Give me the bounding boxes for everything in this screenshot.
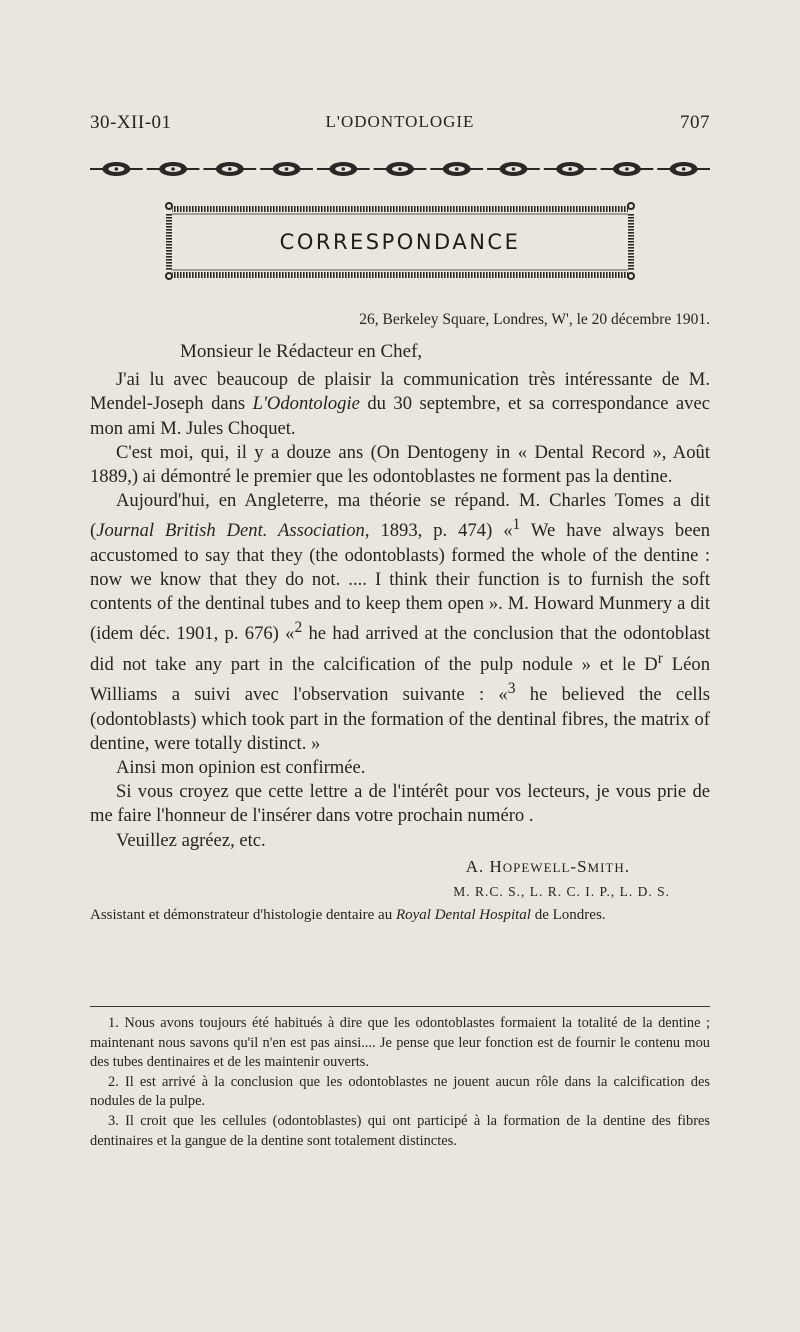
ornament-motif bbox=[260, 162, 313, 176]
footnote-divider bbox=[90, 1006, 710, 1007]
signature-role bbox=[90, 904, 710, 926]
signature-degrees: M. R.C. S., L. R. C. I. P., L. D. S. bbox=[453, 884, 670, 900]
footnote-ref: 2 bbox=[294, 619, 303, 637]
footnote-1: 1. Nous avons toujours été habitués à dire que les odontoblastes formaient la totalité de la dentine ; maintenant nous savons qu'il n'en est pas ainsi.... Je pense que leur fonction est de fournir le contenu mou des tubes dentinaires et de les maintenir ouverts. bbox=[90, 1015, 710, 1071]
ornament-motif bbox=[487, 162, 540, 176]
paragraph-3-text: We have always been accustomed to say that they (the odontoblasts) formed the whole of the dentine : now we know that they do not. .... I think their function is to furnish the soft contents of the dentinal tubes and to keep them open ». M. Howard Munmery a dit (idem déc. 1901, p. 676) « bbox=[90, 520, 711, 645]
role-text: de Londres. bbox=[530, 907, 606, 924]
running-head-journal: L'ODONTOLOGIE bbox=[325, 112, 475, 131]
signature-part: -S bbox=[570, 856, 588, 876]
footnote-ref: 3 bbox=[507, 680, 516, 698]
paragraph-5: Si vous croyez que cette lettre a de l'intérêt pour vos lecteurs, je vous prie de me faire l'honneur de l'insérer dans votre prochain numéro . bbox=[90, 781, 710, 827]
ornament-motif bbox=[147, 162, 200, 176]
journal-title: L'Odontologie bbox=[252, 393, 360, 415]
signature-part: . bbox=[624, 856, 630, 876]
ornament-motif bbox=[90, 162, 143, 176]
running-head-date: 30-XII-01 bbox=[90, 112, 172, 133]
ornament-motif bbox=[317, 162, 370, 176]
dateline: 26, Berkeley Square, Londres, W', le 20 décembre 1901. bbox=[359, 311, 710, 328]
footnote-2: 2. Il est arrivé à la conclusion que les odontoblastes ne jouent aucun rôle dans la calcification des nodules de la pulpe. bbox=[90, 1073, 710, 1110]
section-title: CORRESPONDANCE bbox=[279, 230, 521, 254]
paragraph-3-text: he had arrived at the conclusion that the odontoblast did not take any part in the calcification of the pulp nodule » et le D bbox=[90, 623, 710, 675]
ornament-band bbox=[88, 156, 712, 182]
ornament-motif bbox=[374, 162, 427, 176]
paragraph-2: C'est moi, qui, il y a douze ans (On Dentogeny in « Dental Record », Août 1889,) ai démontré le premier que les odontoblastes ne forment pas la dentine. bbox=[90, 441, 710, 488]
paragraph-3-text: he believed the cells (odontoblasts) which took part in the formation of the dentinal fibres, the matrix of dentine, were totally distinct. » bbox=[90, 684, 711, 754]
closing: Veuillez agréez, etc. bbox=[116, 829, 266, 851]
running-head bbox=[90, 112, 710, 138]
signature-part: A. H bbox=[465, 856, 503, 876]
footnote-3: 3. Il croit que les cellules (odontoblastes) qui ont participé à la formation de la dentine des fibres dentinaires et la gangue de la dentine sont totalement distinctes. bbox=[90, 1112, 710, 1149]
footnotes bbox=[90, 1014, 710, 1151]
signature-part: OPEWELL bbox=[502, 859, 571, 875]
hospital-name: Royal Dental Hospital bbox=[395, 907, 531, 924]
ornament-motif bbox=[657, 162, 710, 176]
paragraph-3 bbox=[90, 489, 710, 756]
paragraph-1-end: du 30 septembre, et sa correspondance avec mon ami M. Jules Choquet. bbox=[90, 393, 710, 439]
title-abbrev: r bbox=[657, 649, 663, 667]
paragraph-3-text: Léon Williams a suivi avec l'observation suivante : « bbox=[90, 654, 710, 706]
paragraph-4: Ainsi mon opinion est confirmée. bbox=[116, 757, 366, 778]
page-number: 707 bbox=[680, 112, 710, 133]
signature-part: MITH bbox=[587, 859, 625, 875]
journal-title: Journal British Dent. Association bbox=[96, 520, 365, 542]
ornament-motif bbox=[203, 162, 256, 176]
ornament-motif bbox=[430, 162, 483, 176]
paragraph-3-text: , 1893, p. 474) « bbox=[364, 520, 513, 542]
signature bbox=[90, 855, 710, 880]
paragraph-1-text: J'ai lu avec beaucoup de plaisir la communication très intéressante de M. Mendel-Joseph dans bbox=[90, 369, 710, 415]
paragraph-3-text: Aujourd'hui, en Angleterre, ma théorie se répand. M. Charles Tomes a dit ( bbox=[90, 490, 710, 542]
salutation: Monsieur le Rédacteur en Chef, bbox=[180, 341, 423, 362]
footnote-ref: 1 bbox=[512, 516, 521, 534]
role-text: Assistant et démonstrateur d'histologie dentaire au bbox=[90, 907, 396, 924]
ornament-motif bbox=[601, 162, 654, 176]
paragraph-1 bbox=[90, 368, 710, 441]
letter-body bbox=[90, 308, 710, 926]
heading-frame bbox=[162, 196, 638, 288]
ornament-motif bbox=[544, 162, 597, 176]
